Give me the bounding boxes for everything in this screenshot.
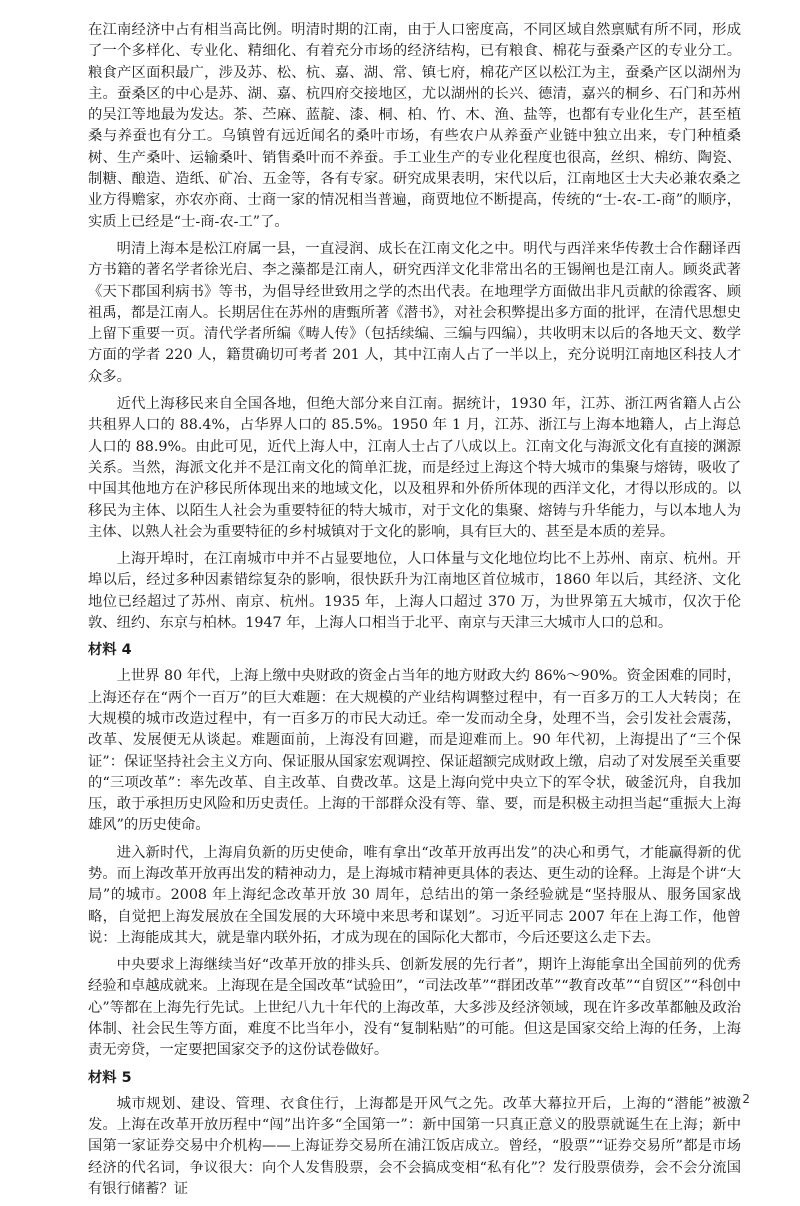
paragraph-jiangnan-economy: 在江南经济中占有相当高比例。明清时期的江南，由于人口密度高，不同区域自然禀赋有所不同，形成了一个多样化、专业化、精细化、有着充分市场的经济结构，已有粮食、棉花与蚕桑产区的专业分工。粮食产区面积最广，涉及苏、松、杭、嘉、湖、常、镇七府，棉花产区以松江为主，蚕桑产区以湖州为主。蚕桑区的中心是苏、湖、嘉、杭四府交接地区，尤以湖州的长兴、德清，嘉兴的桐乡、石门和苏州的吴江等地最为发达。茶、苎麻、蓝靛、漆、桐、柏、竹、木、渔、盐等，也都有专业化生产，甚至植桑与养蚕也有分工。乌镇曾有远近闻名的桑叶市场，有些农户从养蚕产业链中独立出来，专门种植桑树、生产桑叶、运输桑叶、销售桑叶而不养蚕。手工业生产的专业化程度也很高，丝织、棉纺、陶瓷、制糖、酿造、造纸、矿冶、五金等，各有专家。研究成果表明，宋代以后，江南地区士大夫必兼农桑之业方得赡家，亦农亦商、士商一家的情况相当普遍，商贾地位不断提高，传统的“士-农-工-商”的顺序，实质上已经是“士-商-农-工”了。 [88,22,741,230]
heading-material-5: 材料 5 [88,1069,132,1086]
heading-material-4: 材料 4 [88,642,132,659]
paragraph-pilot-reforms: 中央要求上海继续当好“改革开放的排头兵、创新发展的先行者”，期许上海能拿出全国前列的优秀经验和卓越成就来。上海现在是全国改革“试验田”，“司法改革”“群团改革”“教育改革”“自贸区”“科创中心”等都在上海先行先试。上世纪八九十年代的上海改革，大多涉及经济领域，现在许多改革都触及政治体制、社会民生等方面，难度不比当年小，没有“复制粘贴”的可能。但这是国家交给上海的任务，上海责无旁贷，一定要把国家交予的这份试卷做好。 [88,957,741,1059]
paragraph-modern-migrants: 近代上海移民来自全国各地，但绝大部分来自江南。据统计，1930 年，江苏、浙江两省籍人占公共租界人口的 88.4%，占华界人口的 85.5%。1950 年 1 月，江苏、浙江与上海本地籍人，占上海总人口的 88.9%。由此可见，近代上海人中，江南人士占了八成以上。江南文化与海派文化有直接的渊源关系。当然，海派文化并不是江南文化的简单汇拢，而是经过上海这个特大城市的集聚与熔铸，吸收了中国其他地方在沪移民所体现出来的地域文化，以及租界和外侨所体现的西洋文化，才得以形成的。以移民为主体、以陌生人社会为重要特征的特大城市，对于文化的集聚、熔铸与升华能力，与以本地人为主体、以熟人社会为重要特征的乡村城镇对于文化的影响，具有巨大的、甚至是本质的差异。 [88,396,741,540]
page-number: 2 [742,1092,750,1106]
paragraph-ming-qing-shanghai: 明清上海本是松江府属一县，一直浸润、成长在江南文化之中。明代与西洋来华传教士合作翻译西方书籍的著名学者徐光启、李之藻都是江南人，研究西洋文化非常出名的王锡阐也是江南人。顾炎武著《天下郡国利病书》等书，为倡导经世致用之学的杰出代表。在地理学方面做出非凡贡献的徐霞客、顾祖禹，都是江南人。长期居住在苏州的唐甄所著《潜书》，对社会积弊提出多方面的批评，在清代思想史上留下重要一页。清代学者所编《畴人传》（包括续编、三编与四编），共收明末以后的各地天文、数学方面的学者 220 人，籍贯确切可考者 201 人，其中江南人占了一半以上，充分说明江南地区科技人才众多。 [88,240,741,385]
paragraph-new-era: 进入新时代，上海肩负新的历史使命，唯有拿出“改革开放再出发”的决心和勇气，才能赢得新的优势。而上海改革开放再出发的精神动力，是上海城市精神更具体的表达、更生动的诠释。上海是个讲“大局”的城市。2008 年上海纪念改革开放 30 周年，总结出的第一条经验就是“坚持服从、服务国家战略，自觉把上海发展放在全国发展的大环境中来思考和谋划”。习近平同志 2007 年在上海工作，他曾说：上海能成其大，就是靠内联外拓，才成为现在的国际化大都市，今后还要这么走下去。 [88,844,741,946]
document-body [88,20,741,1206]
paragraph-port-opening: 上海开埠时，在江南城市中并不占显要地位，人口体量与文化地位均比不上苏州、南京、杭州。开埠以后，经过多种因素错综复杂的影响，很快跃升为江南地区首位城市，1860 年以后，其经济、文化地位已经超过了苏州、南京、杭州。1935 年，上海人口超过 370 万，为世界第五大城市，仅次于伦敦、纽约、东京与柏林。1947 年，上海人口相当于北平、南京与天津三大城市人口的总和。 [88,551,741,632]
paragraph-1980s-finance: 上世界 80 年代，上海上缴中央财政的资金占当年的地方财政大约 86%～90%。资金困难的同时，上海还存在“两个一百万”的巨大难题：在大规模的产业结构调整过程中，有一百多万的工人大转岗；在大规模的城市改造过程中，有一百多万的市民大动迁。牵一发而动全身，处理不当，会引发社会震荡，改革、发展便无从谈起。难题面前，上海没有回避，而是迎难而上。90 年代初，上海提出了“三个保证”：保证坚持社会主义方向、保证服从国家宏观调控、保证超额完成财政上缴，启动了对发展至关重要的“三项改革”：率先改革、自主改革、自费改革。这是上海向党中央立下的军令状，破釜沉舟，自我加压，敢于承担历史风险和历史责任。上海的干部群众没有等、靠、要，而是积极主动担当起“重振大上海雄风”的历史使命。 [88,668,741,834]
paragraph-city-firsts: 城市规划、建设、管理、衣食住行，上海都是开风气之先。改革大幕拉开后，上海的“潜能”被激发。上海在改革开放历程中“闯”出许多“全国第一”：新中国第一只真正意义的股票就诞生在上海；新中国第一家证券交易中介机构——上海证券交易所在浦江饭店成立。曾经，“股票”“证券交易所”都是市场经济的代名词，争议很大：向个人发售股票，会不会搞成变相“私有化”？发行股票债券，会不会分流国有银行储蓄？证 [88,1095,741,1197]
